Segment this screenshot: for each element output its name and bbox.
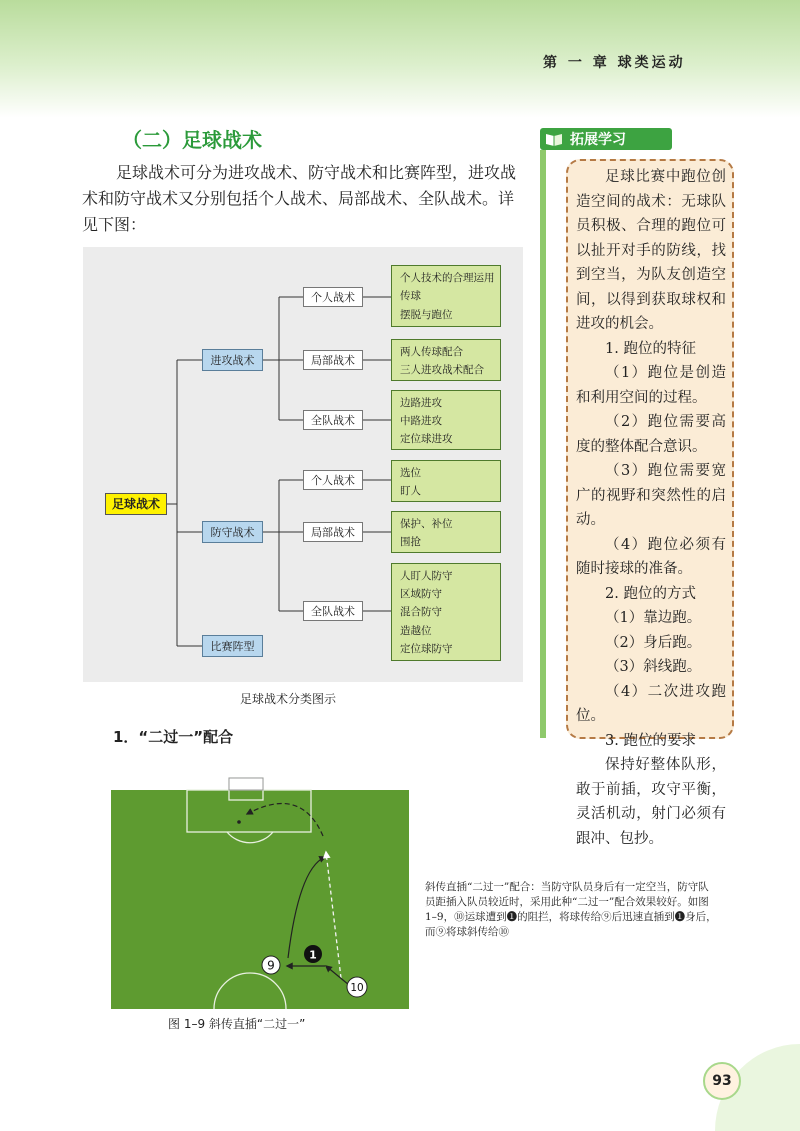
attack-individual-node: 个人战术 xyxy=(303,287,363,307)
sidebar-heading-2: 2. 跑位的方式 xyxy=(605,585,696,602)
sidebar-heading: 拓展学习 xyxy=(570,132,626,148)
sidebar-heading-badge xyxy=(540,128,672,150)
leaf-item: 传球 xyxy=(400,290,421,303)
defender-1 xyxy=(304,945,322,963)
attack-individual-leaf xyxy=(391,265,501,327)
chapter-title: 第 一 章 球类运动 xyxy=(543,55,686,71)
attack-local-leaf xyxy=(391,339,501,381)
sidebar-item: （2）身后跑。 xyxy=(605,634,702,651)
attack-local-node: 局部战术 xyxy=(303,350,363,370)
defense-local-node: 局部战术 xyxy=(303,522,363,542)
goal xyxy=(229,778,263,790)
intro-paragraph: 足球战术可分为进攻战术、防守战术和比赛阵型，进攻战术和防守战术又分别包括个人战术、局部战术、全队战术。详见下图： xyxy=(82,163,517,234)
svg-text:9: 9 xyxy=(267,958,275,973)
sidebar-item: （3）斜线跑。 xyxy=(605,659,702,675)
leaf-item: 两人传球配合 xyxy=(400,345,463,358)
defense-local-leaf xyxy=(391,511,501,553)
defense-node: 防守战术 xyxy=(202,521,263,543)
attack-team-leaf xyxy=(391,390,501,450)
defense-individual-leaf xyxy=(391,460,501,502)
pitch-diagram xyxy=(111,790,409,1009)
defense-team-leaf xyxy=(391,563,501,661)
sidebar-heading-3: 3. 跑位的要求 xyxy=(605,732,696,749)
pitch-surface xyxy=(111,790,409,1009)
leaf-item: 保护、补位 xyxy=(400,517,453,530)
sidebar-item: （4）跑位必须有随时接球的准备。 xyxy=(576,536,726,577)
leaf-item: 人盯人防守 xyxy=(400,569,453,582)
leaf-item: 个人技术的合理运用 xyxy=(400,271,495,284)
leaf-item: 中路进攻 xyxy=(400,414,442,427)
svg-text:10: 10 xyxy=(350,982,364,994)
sidebar-intro: 足球比赛中跑位创造空间的战术：无球队员积极、合理的跑位可以扯开对手的防线，找到空当，为队友创造空间，以得到获取球权和进攻的机会。 xyxy=(576,169,726,332)
sidebar-rule xyxy=(540,150,546,738)
sub-section-title: 1．“二过一”配合 xyxy=(113,728,234,746)
tactics-tree-diagram xyxy=(83,247,523,682)
leaf-item: 定位球进攻 xyxy=(400,432,453,445)
root-node: 足球战术 xyxy=(105,493,167,515)
sidebar-box xyxy=(566,159,734,847)
leaf-item: 围抢 xyxy=(400,535,421,548)
sidebar-item: （2）跑位需要高度的整体配合意识。 xyxy=(576,414,726,455)
svg-text:1: 1 xyxy=(309,948,317,962)
player-9 xyxy=(262,956,280,974)
sidebar-item: （4）二次进攻跑位。 xyxy=(576,683,726,724)
figure-caption: 图 1–9 斜传直插“二过一” xyxy=(168,1017,306,1031)
leaf-item: 造越位 xyxy=(400,624,432,637)
sidebar-item: （3）跑位需要宽广的视野和突然性的启动。 xyxy=(576,463,726,528)
leaf-item: 三人进攻战术配合 xyxy=(400,363,484,376)
section-title: （二）足球战术 xyxy=(122,128,262,152)
leaf-item: 混合防守 xyxy=(400,606,442,619)
sidebar-item: （1）靠边跑。 xyxy=(605,610,702,626)
attack-node: 进攻战术 xyxy=(202,349,263,371)
leaf-item: 区域防守 xyxy=(400,588,442,601)
page-number: 93 xyxy=(703,1062,741,1100)
defense-team-node: 全队战术 xyxy=(303,601,363,621)
sidebar-item: 保持好整体队形，敢于前插，攻守平衡，灵活机动，射门必须有跟冲、包抄。 xyxy=(576,757,726,847)
leaf-item: 定位球防守 xyxy=(400,643,453,656)
leaf-item: 选位 xyxy=(400,466,421,479)
leaf-item: 摆脱与跑位 xyxy=(400,309,453,322)
leaf-item: 边路进攻 xyxy=(400,396,442,409)
formation-node: 比赛阵型 xyxy=(202,635,263,657)
player-10 xyxy=(347,977,367,997)
sidebar-item: （1）跑位是创造和利用空间的过程。 xyxy=(576,365,726,406)
attack-team-node: 全队战术 xyxy=(303,410,363,430)
leaf-item: 盯人 xyxy=(400,484,421,497)
tree-caption: 足球战术分类图示 xyxy=(240,692,337,706)
ball-icon xyxy=(237,820,241,824)
defense-individual-node: 个人战术 xyxy=(303,470,363,490)
sidebar-heading-1: 1. 跑位的特征 xyxy=(605,340,696,357)
figure-note: 斜传直插“二过一”配合：当防守队员身后有一定空当，防守队员距插入队员较近时，采用此种“二过一”配合效果较好。如图 1–9，⑩运球遭到❶的阻拦，将球传给⑨后迅速直插到❶身后，而⑨将球斜传给⑩ xyxy=(425,881,717,938)
